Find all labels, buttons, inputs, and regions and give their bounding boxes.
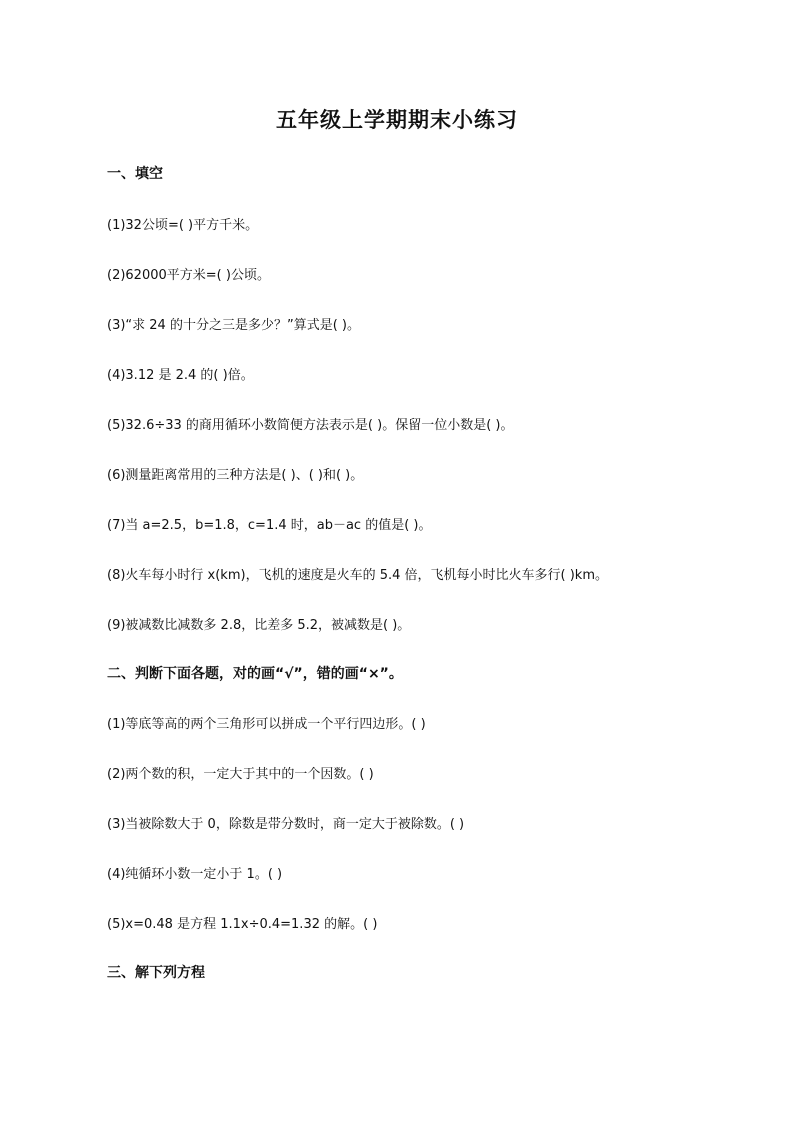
section-heading-fill-blank: 一、填空 <box>107 166 163 182</box>
question-item: (4)3.12 是 2.4 的( )倍。 <box>107 368 254 383</box>
section-heading-true-false: 二、判断下面各题，对的画“√”，错的画“×”。 <box>107 666 403 682</box>
question-item: (7)当 a=2.5，b=1.8，c=1.4 时，ab－ac 的值是( )。 <box>107 518 432 533</box>
question-item: (6)测量距离常用的三种方法是( )、( )和( )。 <box>107 468 364 483</box>
question-item: (1)32公顷=( )平方千米。 <box>107 218 259 233</box>
question-item: (4)纯循环小数一定小于 1。( ) <box>107 867 283 882</box>
question-item: (5)32.6÷33 的商用循环小数简便方法表示是( )。保留一位小数是( )。 <box>107 418 514 433</box>
question-item: (8)火车每小时行 x(km)，飞机的速度是火车的 5.4 倍，飞机每小时比火车多行( )km。 <box>107 568 608 583</box>
question-item: (2)62000平方米=( )公顷。 <box>107 268 270 283</box>
question-item: (3)当被除数大于 0，除数是带分数时，商一定大于被除数。( ) <box>107 817 465 832</box>
question-item: (3)“求 24 的十分之三是多少？”算式是( )。 <box>107 318 360 333</box>
question-item: (5)x=0.48 是方程 1.1x÷0.4=1.32 的解。( ) <box>107 917 378 932</box>
question-item: (2)两个数的积，一定大于其中的一个因数。( ) <box>107 767 374 782</box>
question-item: (1)等底等高的两个三角形可以拼成一个平行四边形。( ) <box>107 717 426 732</box>
question-item: (9)被减数比减数多 2.8，比差多 5.2，被减数是( )。 <box>107 618 411 633</box>
section-heading-equations: 三、解下列方程 <box>107 965 205 981</box>
page-title: 五年级上学期期末小练习 <box>276 107 518 132</box>
